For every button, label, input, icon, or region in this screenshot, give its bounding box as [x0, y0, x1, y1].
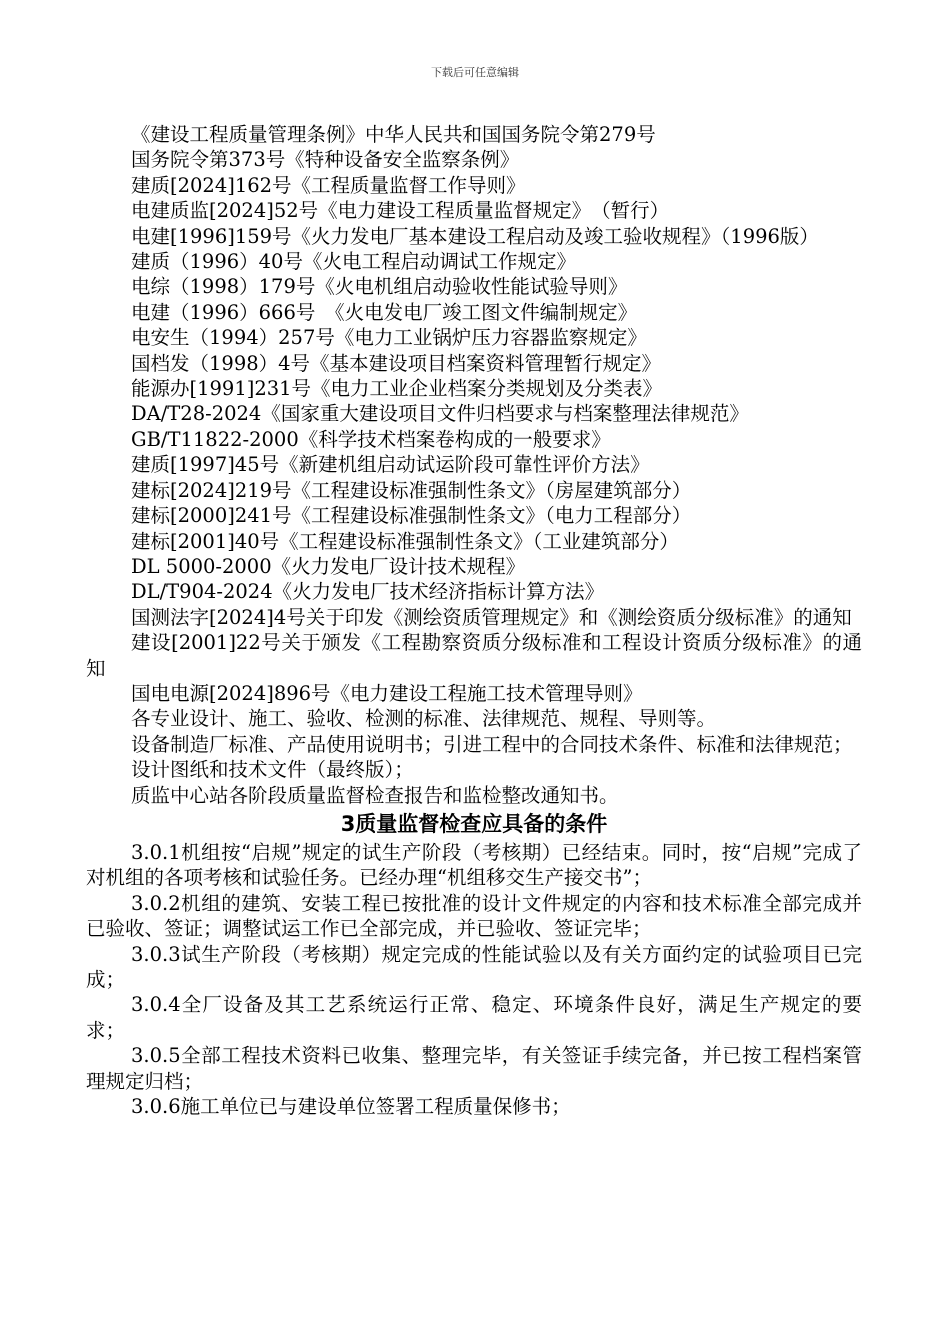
- reference-item: 质监中心站各阶段质量监督检查报告和监检整改通知书。: [131, 783, 619, 807]
- reference-item: DL 5000-2000《火力发电厂设计技术规程》: [131, 554, 526, 578]
- reference-item: 建质[2024]162号《工程质量监督工作导则》: [131, 173, 526, 197]
- section-item: 3.0.5全部工程技术资料已收集、整理完毕，有关签证手续完备，并已按工程档案管理规定归档；: [86, 1044, 862, 1093]
- reference-item: 建标[2001]40号《工程建设标准强制性条文》（工业建筑部分）: [131, 529, 679, 553]
- reference-item: GB/T11822-2000《科学技术档案卷构成的一般要求》: [131, 427, 611, 451]
- reference-item: 能源办[1991]231号《电力工业企业档案分类规划及分类表》: [131, 377, 663, 401]
- section-item: 3.0.6施工单位已与建设单位签署工程质量保修书；: [131, 1095, 571, 1119]
- reference-item: 设计图纸和技术文件（最终版）；: [131, 758, 414, 782]
- reference-item: 建标[2024]219号《工程建设标准强制性条文》（房屋建筑部分）: [131, 478, 692, 502]
- reference-item: 国务院令第373号《特种设备安全监察条例》: [131, 148, 520, 172]
- reference-item: 建设[2001]22号关于颁发《工程勘察资质分级标准和工程设计资质分级标准》的通知: [86, 631, 862, 680]
- reference-item: 各专业设计、施工、验收、检测的标准、法律规范、规程、导则等。: [131, 707, 717, 731]
- reference-item: DA/T28-2024《国家重大建设项目文件归档要求与档案整理法律规范》: [131, 402, 749, 426]
- reference-item: 电建质监[2024]52号《电力建设工程质量监督规定》 （暂行）: [131, 199, 670, 223]
- reference-item: 国档发（1998）4号《基本建设项目档案资料管理暂行规定》: [131, 351, 662, 375]
- reference-item: 建质（1996）40号《火电工程启动调试工作规定》: [131, 250, 576, 274]
- reference-item: 建质[1997]45号《新建机组启动试运阶段可靠性评价方法》: [131, 453, 650, 477]
- section-item: 3.0.2机组的建筑、安装工程已按批准的设计文件规定的内容和技术标准全部完成并已验收、签证；调整试运工作已全部完成，并已验收、签证完毕；: [86, 891, 862, 941]
- section-heading: 3质量监督检查应具备的条件: [340, 811, 608, 836]
- reference-item: 《建设工程质量管理条例》中华人民共和国国务院令第279号: [131, 123, 656, 146]
- reference-item: 电综（1998）179号《火电机组启动验收性能试验导则》: [131, 275, 628, 299]
- document-body: [86, 122, 862, 1119]
- section-item: 3.0.1机组按“启规”规定的试生产阶段（考核期）已经结束。同时，按“启规”完成了对机组的各项考核和试验任务。已经办理“机组移交生产接交书”；: [86, 840, 862, 890]
- reference-item: 电建[1996]159号《火力发电厂基本建设工程启动及竣工验收规程》（1996版）: [131, 224, 819, 248]
- reference-item: 电安生（1994）257号《电力工业锅炉压力容器监察规定》: [131, 326, 647, 350]
- reference-item: 国测法字[2024]4号关于印发《测绘资质管理规定》和《测绘资质分级标准》的通知: [131, 605, 852, 629]
- reference-item: 电建（1996）666号 《火电发电厂竣工图文件编制规定》: [131, 300, 638, 324]
- section-item: 3.0.4全厂设备及其工艺系统运行正常、稳定、环境条件良好，满足生产规定的要求；: [86, 993, 862, 1042]
- reference-item: DL/T904-2024《火力发电厂技术经济指标计算方法》: [131, 580, 605, 604]
- reference-item: 国电电源[2024]896号《电力建设工程施工技术管理导则》: [131, 681, 643, 705]
- section-item: 3.0.3试生产阶段（考核期）规定完成的性能试验以及有关方面约定的试验项目已完成；: [86, 942, 862, 991]
- reference-item: 设备制造厂标准、产品使用说明书；引进工程中的合同技术条件、标准和法律规范；: [131, 732, 853, 756]
- page-header: 下载后可任意编辑: [431, 66, 519, 79]
- reference-item: 建标[2000]241号《工程建设标准强制性条文》（电力工程部分）: [131, 504, 692, 528]
